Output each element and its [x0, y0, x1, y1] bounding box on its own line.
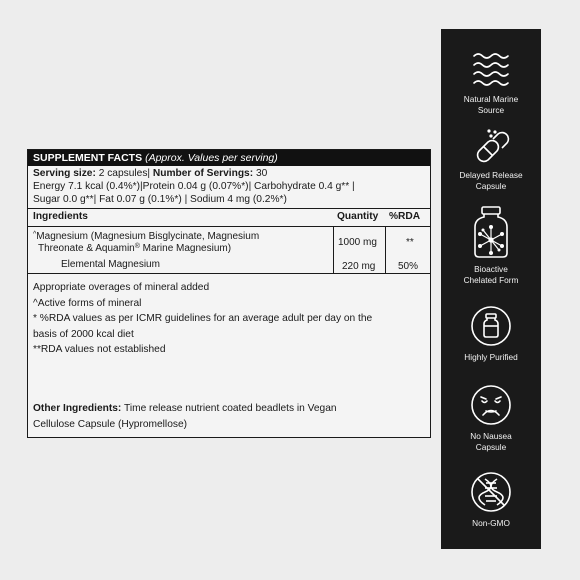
servings-label: Number of Servings: — [152, 168, 254, 179]
col-quantity: Quantity — [337, 211, 379, 222]
footnote: **RDA values not established — [33, 344, 166, 355]
feature-bioactive — [441, 205, 541, 285]
servings-value: 30 — [255, 168, 268, 179]
other-ingredients-line-2: Cellulose Capsule (Hypromellose) — [33, 418, 188, 430]
feature-label-line: Highly Purified — [464, 352, 518, 362]
rda-magnesium: ** — [406, 237, 414, 248]
serving-size-value: 2 capsules| — [98, 168, 151, 179]
facts-title: SUPPLEMENT FACTS — [33, 152, 143, 164]
ingredient-line-2: Threonate & Aquamin — [38, 243, 135, 254]
feature-marine-source — [441, 51, 541, 115]
feature-no-nausea — [441, 384, 541, 452]
no-dna-icon — [470, 471, 512, 513]
column-divider — [385, 227, 386, 273]
nausea-face-icon — [470, 384, 512, 426]
ingredients-body — [28, 227, 430, 274]
ingredients-header — [28, 209, 430, 227]
feature-label — [441, 352, 541, 363]
feature-label-line: Chelated Form — [463, 274, 519, 285]
ingredient-line-1: Magnesium (Magnesium Bisglycinate, Magnesium — [36, 231, 260, 242]
feature-label-line: Bioactive — [474, 264, 508, 274]
footnote: Appropriate overages of mineral added — [33, 282, 210, 293]
registered-mark: ® — [134, 243, 140, 250]
feature-label-line: Capsule — [475, 441, 507, 452]
footnote: basis of 2000 kcal diet — [33, 328, 134, 340]
bottle-molecule-icon — [471, 205, 511, 259]
facts-header — [28, 150, 430, 166]
feature-label — [441, 431, 541, 452]
serving-size-label: Serving size: — [33, 168, 96, 179]
feature-delayed-release — [441, 127, 541, 191]
feature-label — [441, 518, 541, 529]
quantity-magnesium: 1000 mg — [338, 237, 377, 248]
ingredient-magnesium — [33, 231, 259, 255]
quantity-elemental: 220 mg — [342, 261, 376, 272]
col-ingredients: Ingredients — [33, 211, 88, 222]
active-form-marker: ^ — [33, 231, 37, 238]
capsule-icon — [471, 127, 511, 165]
features-bar — [441, 29, 541, 549]
col-rda: %RDA — [389, 211, 421, 222]
rda-elemental: 50% — [398, 261, 419, 272]
feature-label-line: Natural Marine — [463, 94, 519, 104]
feature-label — [441, 94, 541, 115]
feature-label-line: Source — [477, 104, 505, 115]
serving-info — [28, 166, 430, 209]
other-ingredients-label: Other Ingredients: — [33, 403, 122, 414]
ingredient-line-2-end: Marine Magnesium) — [139, 243, 232, 254]
feature-label-line: Non-GMO — [472, 518, 510, 528]
column-divider — [333, 227, 334, 273]
feature-label-line: No Nausea — [470, 431, 512, 441]
feature-label-line: Delayed Release — [459, 170, 523, 180]
footnote: ^Active forms of mineral — [33, 297, 142, 309]
feature-non-gmo — [441, 471, 541, 529]
bottle-circle-icon — [470, 305, 512, 347]
feature-label — [441, 264, 541, 285]
footnotes — [28, 274, 430, 358]
other-ingredients — [33, 401, 425, 432]
other-ingredients-line-1: Time release nutrient coated beadlets in Vegan — [123, 403, 337, 414]
footnote: * %RDA values as per ICMR guidelines for an average adult per day on the — [33, 313, 373, 324]
waves-icon — [470, 51, 512, 89]
facts-subtitle: (Approx. Values per serving) — [145, 152, 278, 164]
energy-line-1: Energy 7.1 kcal (0.4%*)|Protein 0.04 g (0.07%*)| Carbohydrate 0.4 g** | — [33, 181, 355, 192]
serving-row — [33, 167, 425, 180]
supplement-facts-panel — [27, 149, 431, 438]
energy-line-2: Sugar 0.0 g**| Fat 0.07 g (0.1%*) | Sodium 4 mg (0.2%*) — [33, 194, 287, 205]
feature-label-line: Capsule — [475, 180, 507, 191]
feature-highly-purified — [441, 305, 541, 363]
feature-label — [441, 170, 541, 191]
ingredient-elemental-magnesium: Elemental Magnesium — [61, 259, 160, 270]
